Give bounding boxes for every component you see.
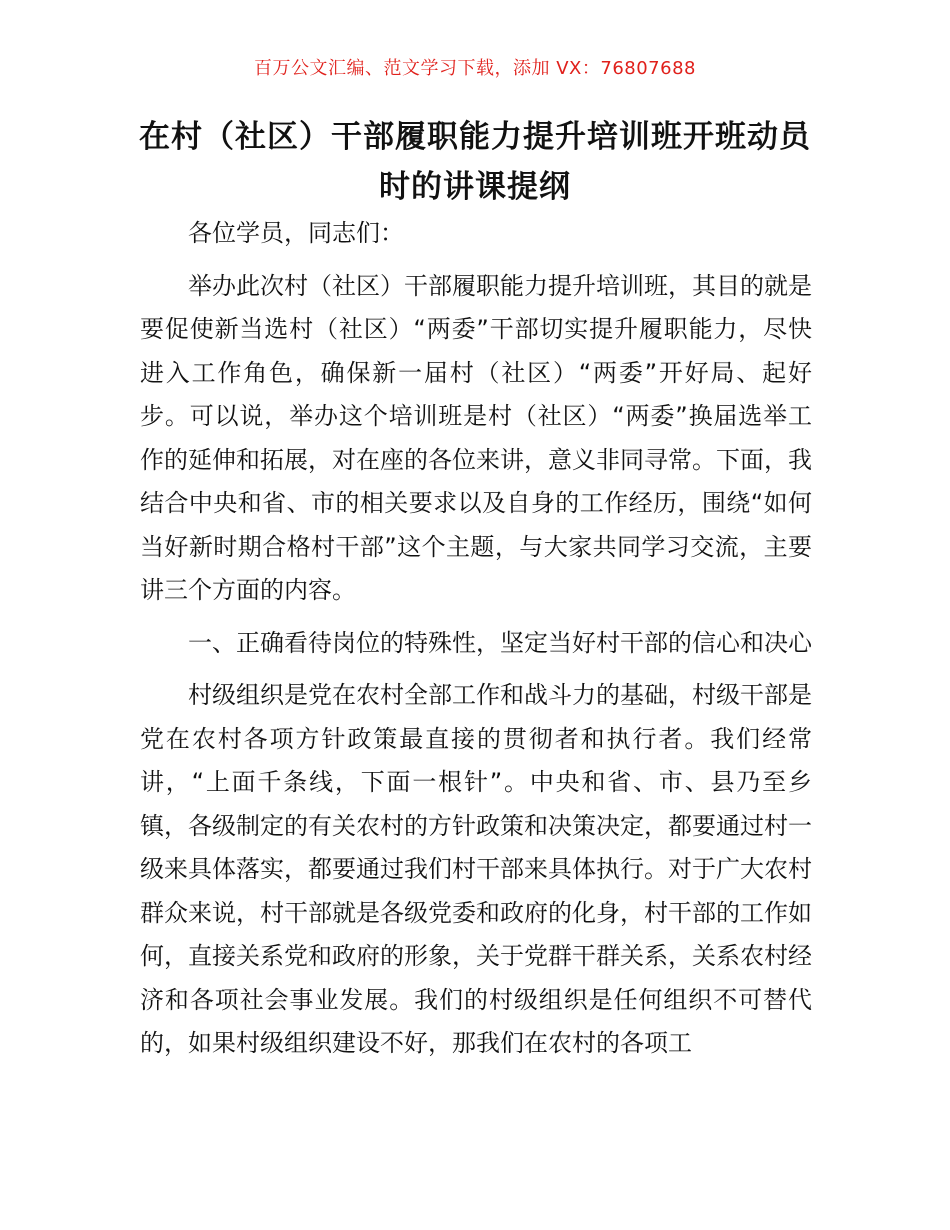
- paragraph-section-1: 村级组织是党在农村全部工作和战斗力的基础，村级干部是党在农村各项方针政策最直接的贯彻者和执行者。我们经常讲，“上面千条线，下面一根针”。中央和省、市、县乃至乡镇，各级制定的有关农村的方针政策和决策决定，都要通过村一级来具体落实，都要通过我们村干部来具体执行。对于广大农村群众来说，村干部就是各级党委和政府的化身，村干部的工作如何，直接关系党和政府的形象，关于党群干群关系，关系农村经济和各项社会事业发展。我们的村级组织是任何组织不可替代的，如果村级组织建设不好，那我们在农村的各项工: [140, 681, 812, 1057]
- document-body: [140, 212, 812, 1066]
- paragraph-intro: 举办此次村（社区）干部履职能力提升培训班，其目的就是要促使新当选村（社区）“两委”干部切实提升履职能力，尽快进入工作角色，确保新一届村（社区）“两委”开好局、起好步。可以说，举办这个培训班是村（社区）“两委”换届选举工作的延伸和拓展，对在座的各位来讲，意义非同寻常。下面，我结合中央和省、市的相关要求以及自身的工作经历，围绕“如何当好新时期合格村干部”这个主题，与大家共同学习交流，主要讲三个方面的内容。: [140, 271, 812, 604]
- section-heading-1: 一、正确看待岗位的特殊性，坚定当好村干部的信心和决心: [188, 628, 812, 657]
- greeting: 各位学员，同志们：: [188, 219, 404, 247]
- header-watermark-note: 百万公文汇编、范文学习下载，添加 VX：76807688: [254, 58, 696, 79]
- document-title: 在村（社区）干部履职能力提升培训班开班动员时的讲课提纲: [139, 119, 811, 205]
